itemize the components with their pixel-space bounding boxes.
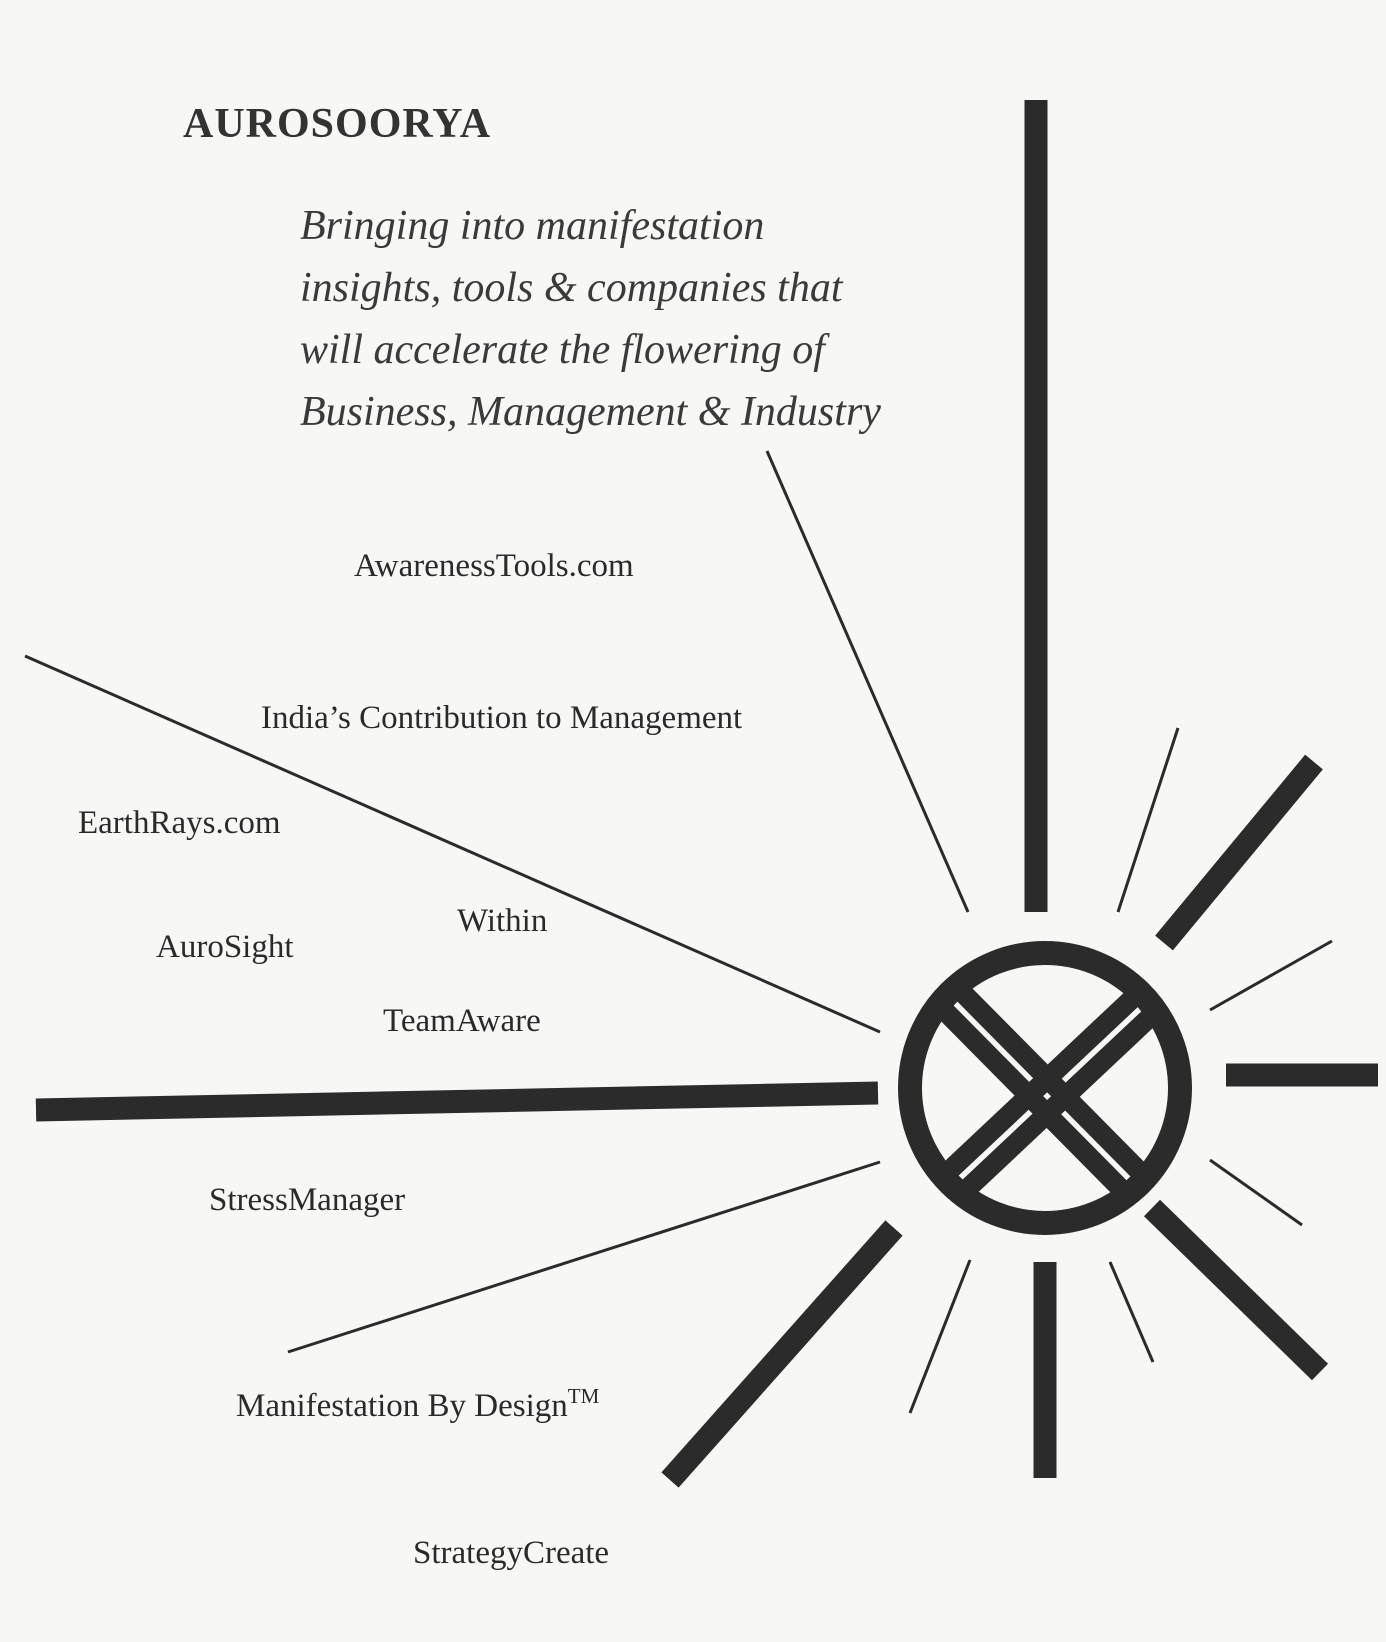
ray-thick-lower-right xyxy=(1152,1208,1320,1372)
item-aurosight: AuroSight xyxy=(156,929,294,965)
item-earthrays: EarthRays.com xyxy=(78,805,281,841)
tagline-line-1: Bringing into manifestation xyxy=(300,203,765,249)
item-manifestation-by-design xyxy=(236,1384,599,1425)
ray-thick-lower-left xyxy=(670,1228,894,1480)
item-within: Within xyxy=(457,903,548,939)
ray-thick-upper-right xyxy=(1164,762,1314,943)
item-strategy-create: StrategyCreate xyxy=(413,1535,610,1571)
ray-thin-ssw xyxy=(910,1260,970,1413)
trademark-mark: TM xyxy=(567,1384,600,1408)
tagline xyxy=(300,195,1020,443)
company-title: AUROSOORYA xyxy=(183,101,492,147)
ray-thin-top-tagline xyxy=(767,451,968,912)
item-stress-manager: StressManager xyxy=(209,1182,406,1218)
sun-emblem-icon xyxy=(910,953,1180,1223)
tagline-line-3: will accelerate the flowering of xyxy=(300,327,825,373)
ray-thin-sse xyxy=(1110,1262,1153,1362)
tagline-line-2: insights, tools & companies that xyxy=(300,265,843,311)
item-teamaware: TeamAware xyxy=(383,1003,541,1039)
item-manifestation-label: Manifestation By Design xyxy=(236,1388,568,1424)
item-awareness-tools: AwarenessTools.com xyxy=(354,548,634,584)
tagline-line-4: Business, Management & Industry xyxy=(300,389,881,435)
ray-thin-ese xyxy=(1210,1160,1302,1225)
ray-thick-left xyxy=(36,1093,878,1110)
ray-thin-ene xyxy=(1210,941,1332,1010)
ray-thin-nne xyxy=(1118,728,1178,912)
item-india-contribution: India’s Contribution to Management xyxy=(261,700,743,736)
